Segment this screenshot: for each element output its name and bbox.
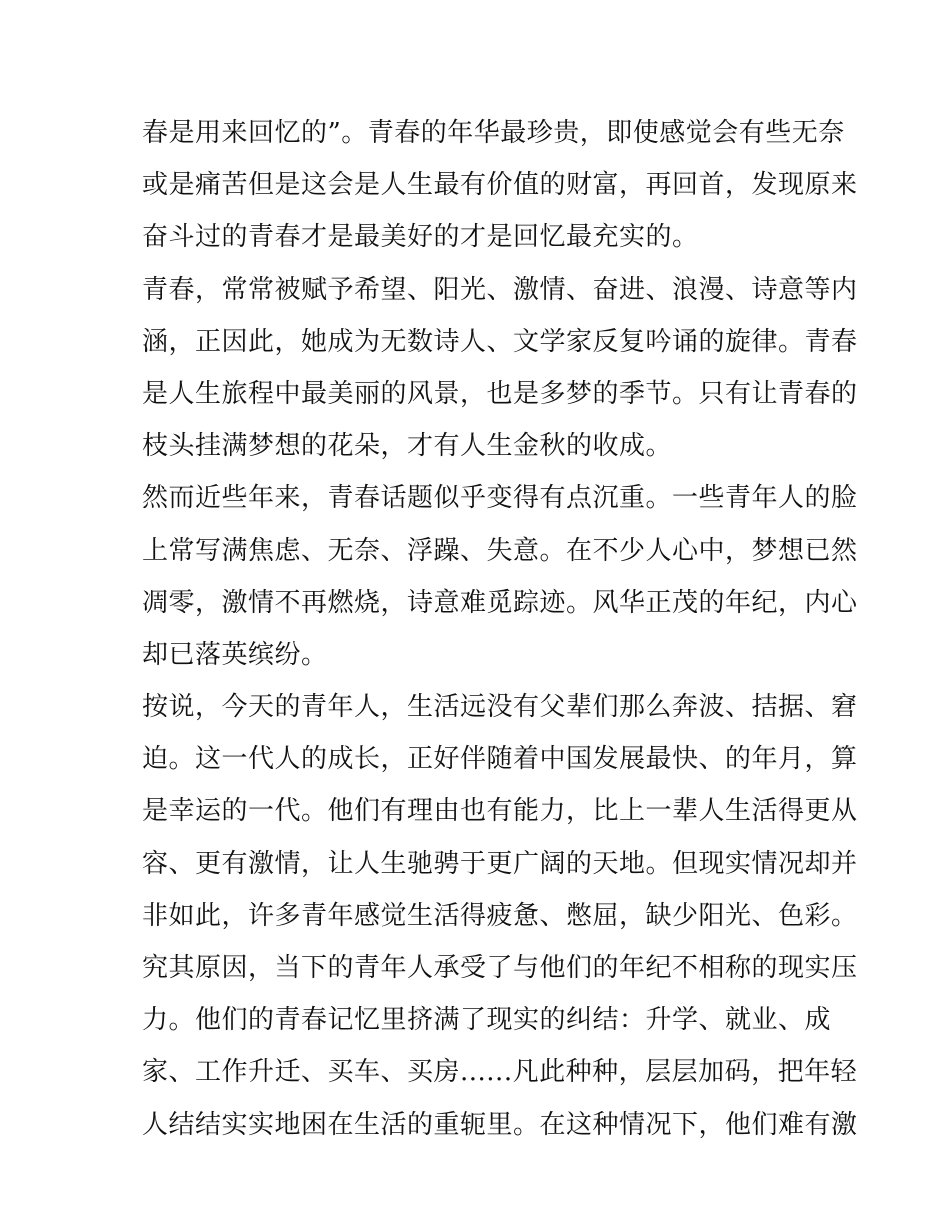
text-line: 是人生旅程中最美丽的风景，也是多梦的季节。只有让青春的 [142, 378, 858, 409]
body-text [142, 107, 858, 1151]
text-line: 容、更有激情，让人生驰骋于更广阔的天地。但现实情况却并 [142, 848, 858, 879]
text-line: 涵，正因此，她成为无数诗人、文学家反复吟诵的旋律。青春 [142, 326, 858, 357]
text-line: 却已落英缤纷。 [142, 639, 328, 670]
text-line: 春是用来回忆的”。青春的年华最珍贵，即使感觉会有些无奈 [142, 118, 845, 148]
text-line: 青春，常常被赋予希望、阳光、激情、奋进、浪漫、诗意等内 [142, 274, 858, 305]
text-line: 然而近些年来，青春话题似乎变得有点沉重。一些青年人的脸 [142, 483, 858, 514]
text-line: 迫。这一代人的成长，正好伴随着中国发展最快、的年月，算 [142, 744, 858, 775]
text-line: 是幸运的一代。他们有理由也有能力，比上一辈人生活得更从 [142, 796, 858, 827]
text-line: 奋斗过的青春才是最美好的才是回忆最充实的。 [142, 222, 699, 253]
text-line: 枝头挂满梦想的花朵，才有人生金秋的收成。 [142, 431, 673, 462]
text-line: 按说，今天的青年人，生活远没有父辈们那么奔波、拮据、窘 [142, 692, 858, 723]
text-line: 究其原因，当下的青年人承受了与他们的年纪不相称的现实压 [142, 953, 858, 983]
text-line: 凋零，激情不再燃烧，诗意难觅踪迹。风华正茂的年纪，内心 [142, 587, 858, 618]
text-line: 力。他们的青春记忆里挤满了现实的纠结：升学、就业、成 [142, 1005, 832, 1036]
text-line: 上常写满焦虑、无奈、浮躁、失意。在不少人心中，梦想已然 [142, 535, 858, 566]
text-line: 非如此，许多青年感觉生活得疲惫、憋屈，缺少阳光、色彩。 [142, 900, 858, 931]
text-line: 人结结实实地困在生活的重轭里。在这种情况下，他们难有激 [142, 1109, 858, 1140]
text-line: 或是痛苦但是这会是人生最有价值的财富，再回首，发现原来 [142, 170, 858, 201]
text-line: 家、工作升迁、买车、买房......凡此种种，层层加码，把年轻 [142, 1057, 858, 1088]
